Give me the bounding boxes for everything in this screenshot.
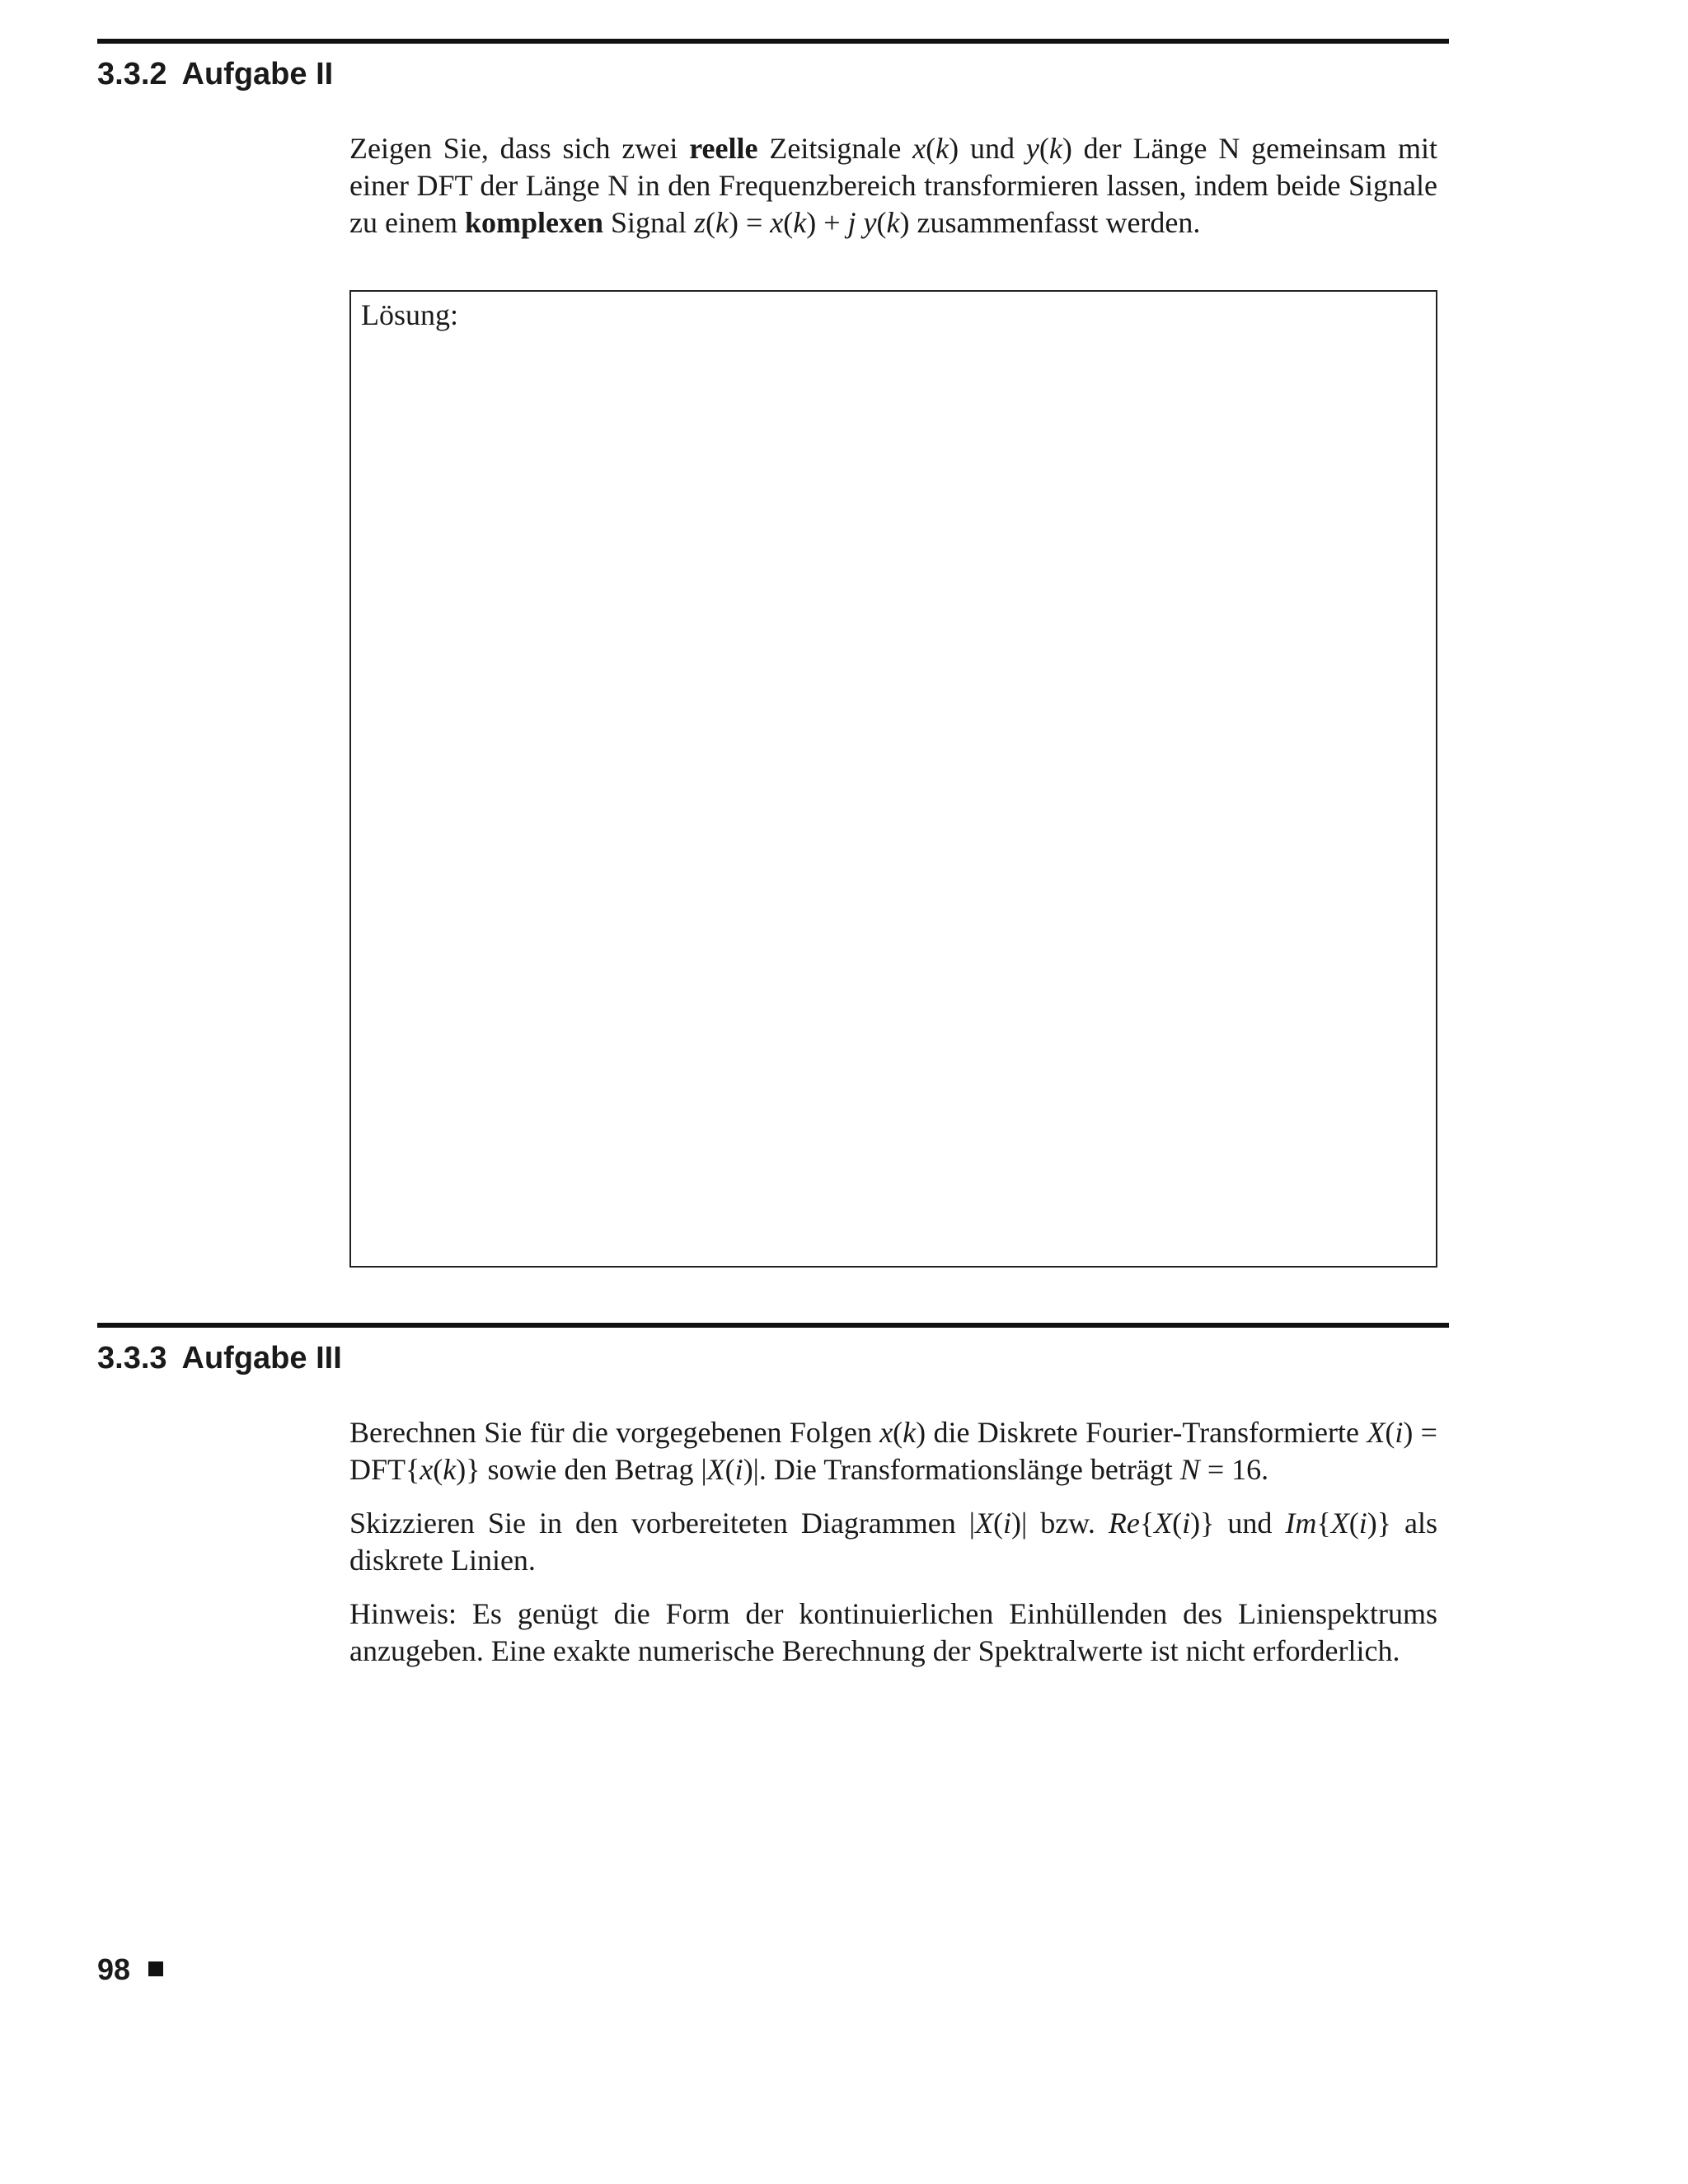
text: ( bbox=[706, 206, 715, 239]
text: ( bbox=[1348, 1507, 1359, 1540]
section-heading-aufgabe-ii bbox=[97, 56, 333, 92]
section-title: Aufgabe III bbox=[181, 1341, 342, 1376]
text: { bbox=[1316, 1507, 1331, 1540]
text: Skizzieren Sie in den vorbereiteten Diagrammen | bbox=[349, 1507, 975, 1540]
section-title: Aufgabe II bbox=[181, 57, 334, 91]
task-text-aufgabe-iii-p1 bbox=[349, 1414, 1437, 1488]
math: k bbox=[886, 206, 900, 239]
page-number-value: 98 bbox=[97, 1952, 131, 1986]
text: )} und bbox=[1190, 1507, 1286, 1540]
math: k bbox=[935, 132, 950, 165]
text: ( bbox=[893, 1416, 903, 1449]
page-number bbox=[97, 1952, 163, 1988]
text: ( bbox=[1385, 1416, 1395, 1449]
section-number: 3.3.3 bbox=[97, 1341, 167, 1376]
math: k bbox=[715, 206, 729, 239]
task-text-aufgabe-ii bbox=[349, 130, 1437, 241]
math: x bbox=[912, 132, 926, 165]
text: Zeigen Sie, dass sich zwei bbox=[349, 132, 690, 165]
math: x bbox=[770, 206, 784, 239]
task-hint-aufgabe-iii: Hinweis: Es genügt die Form der kontinuierlichen Einhüllenden des Linienspektrums anzugeben. Eine exakte numerische Berechnung der Spektralwerte ist nicht erforderlich. bbox=[349, 1597, 1437, 1667]
math: k bbox=[443, 1453, 457, 1486]
math: X bbox=[1154, 1507, 1173, 1540]
text: ) die Diskrete Fourier-Transformierte bbox=[916, 1416, 1367, 1449]
math: k bbox=[903, 1416, 917, 1449]
text: ( bbox=[724, 1453, 735, 1486]
text: ) und bbox=[949, 132, 1026, 165]
math: Re bbox=[1108, 1507, 1140, 1540]
text: ) = bbox=[728, 206, 771, 239]
section-number: 3.3.2 bbox=[97, 57, 167, 91]
text: ) der Länge N gemeinsam mit einer DFT der Länge N in den Frequenzbereich transformieren lassen, indem beide Signale zu einem bbox=[349, 132, 1437, 239]
text: )} als diskrete Linien. bbox=[349, 1507, 1437, 1577]
text: ) + bbox=[806, 206, 848, 239]
math: x bbox=[879, 1416, 893, 1449]
solution-box[interactable] bbox=[349, 290, 1437, 1268]
text: ( bbox=[1172, 1507, 1183, 1540]
text: ( bbox=[1039, 132, 1049, 165]
math: z bbox=[693, 206, 706, 239]
text: Zeitsignale bbox=[757, 132, 913, 165]
math: X bbox=[1330, 1507, 1349, 1540]
text: ( bbox=[876, 206, 887, 239]
math: N bbox=[1179, 1453, 1200, 1486]
section-rule-middle bbox=[97, 1323, 1449, 1328]
math: X bbox=[974, 1507, 993, 1540]
text: ) zusammenfasst werden. bbox=[899, 206, 1201, 239]
math: y bbox=[1025, 132, 1039, 165]
text: ( bbox=[992, 1507, 1003, 1540]
solution-label: Lösung: bbox=[361, 298, 459, 331]
math: i bbox=[1182, 1507, 1191, 1540]
math: k bbox=[793, 206, 807, 239]
math: x bbox=[420, 1453, 434, 1486]
math: Im bbox=[1285, 1507, 1317, 1540]
text: ( bbox=[783, 206, 794, 239]
math: j y bbox=[847, 206, 877, 239]
text: ) = DFT{ bbox=[349, 1416, 1437, 1486]
bold-term: reelle bbox=[689, 132, 758, 165]
math: i bbox=[734, 1453, 743, 1486]
text: Berechnen Sie für die vorgegebenen Folgen bbox=[349, 1416, 880, 1449]
math: i bbox=[1395, 1416, 1404, 1449]
math: i bbox=[1358, 1507, 1367, 1540]
math: X bbox=[706, 1453, 725, 1486]
math: k bbox=[1048, 132, 1062, 165]
math: X bbox=[1367, 1416, 1386, 1449]
text: )| bzw. bbox=[1011, 1507, 1109, 1540]
text: { bbox=[1139, 1507, 1155, 1540]
text: ( bbox=[433, 1453, 443, 1486]
text: )|. Die Transformationslänge beträgt bbox=[743, 1453, 1180, 1486]
text: )} sowie den Betrag | bbox=[456, 1453, 707, 1486]
math: i bbox=[1002, 1507, 1011, 1540]
text: Signal bbox=[603, 206, 694, 239]
task-text-aufgabe-iii-p2 bbox=[349, 1505, 1437, 1579]
text: ( bbox=[926, 132, 936, 165]
square-bullet-icon bbox=[148, 1961, 163, 1976]
text: = 16. bbox=[1199, 1453, 1269, 1486]
bold-term: komplexen bbox=[464, 206, 603, 239]
section-heading-aufgabe-iii bbox=[97, 1340, 342, 1376]
section-rule-top bbox=[97, 39, 1449, 44]
